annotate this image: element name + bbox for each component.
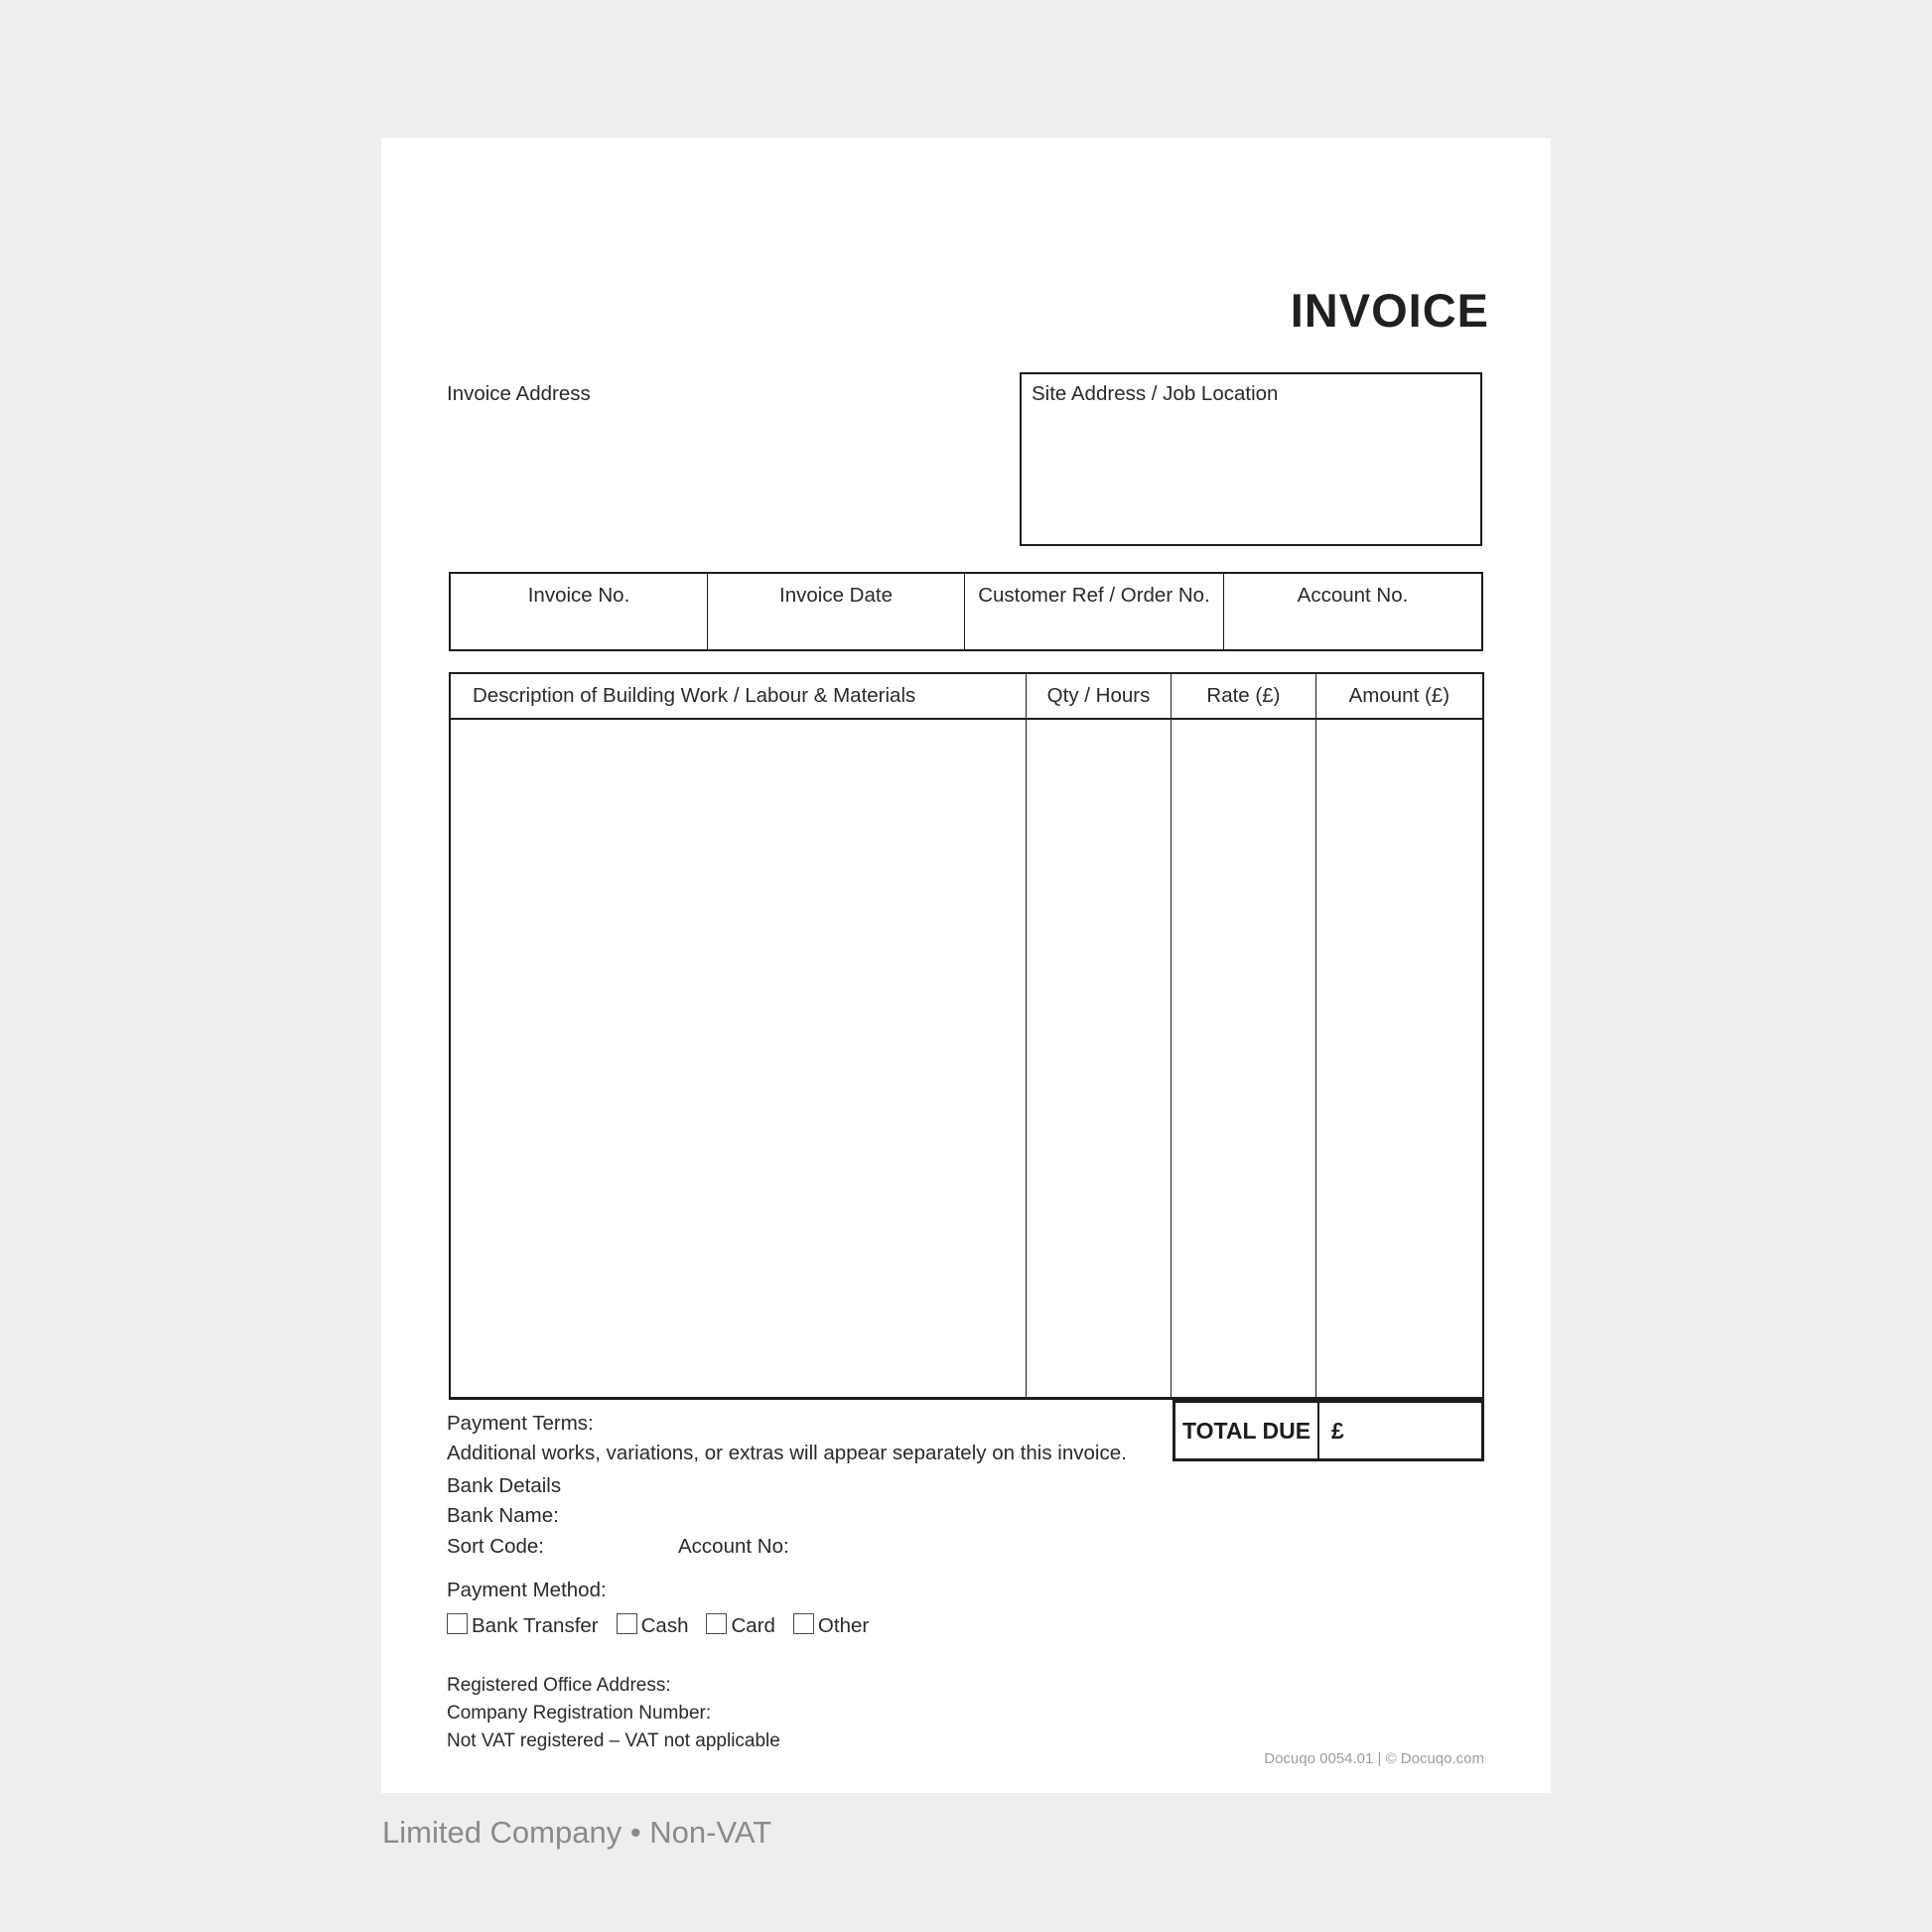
option-bank-transfer[interactable] (447, 1614, 599, 1638)
info-cell-invoice-date[interactable] (708, 574, 965, 649)
currency-symbol: £ (1331, 1417, 1344, 1444)
total-due-row (1173, 1400, 1484, 1461)
account-no-label: Account No. (1297, 584, 1409, 607)
other-label: Other (817, 1614, 870, 1637)
body-cell-description[interactable] (451, 720, 1027, 1397)
header-description: Description of Building Work / Labour & Materials (451, 674, 1027, 718)
bank-transfer-checkbox[interactable] (447, 1613, 468, 1634)
invoice-address-label: Invoice Address (447, 382, 591, 405)
card-checkbox[interactable] (706, 1613, 727, 1634)
site-address-label: Site Address / Job Location (1032, 382, 1279, 405)
info-table (449, 572, 1483, 651)
total-due-value[interactable] (1319, 1403, 1481, 1458)
option-other[interactable] (793, 1614, 869, 1638)
invoice-page (381, 138, 1551, 1793)
account-no-field-label: Account No: (678, 1535, 789, 1558)
vat-note: Not VAT registered – VAT not applicable (447, 1730, 780, 1751)
invoice-date-label: Invoice Date (779, 584, 893, 607)
bank-name-label: Bank Name: (447, 1504, 559, 1527)
card-label: Card (731, 1614, 775, 1637)
cash-checkbox[interactable] (617, 1613, 637, 1634)
company-registration-label: Company Registration Number: (447, 1703, 712, 1724)
header-amount: Amount (£) (1348, 684, 1450, 707)
body-cell-qty-hours[interactable] (1027, 720, 1172, 1397)
header-qty-hours: Qty / Hours (1027, 674, 1172, 718)
option-card[interactable] (706, 1614, 774, 1638)
payment-method-label: Payment Method: (447, 1579, 607, 1601)
registered-office-label: Registered Office Address: (447, 1675, 671, 1696)
body-cell-rate[interactable] (1172, 720, 1315, 1397)
items-table (449, 672, 1484, 1400)
other-checkbox[interactable] (793, 1613, 814, 1634)
option-cash[interactable] (617, 1614, 689, 1638)
site-address-box[interactable] (1020, 372, 1482, 546)
header-rate: Rate (£) (1172, 674, 1315, 718)
customer-ref-label: Customer Ref / Order No. (978, 584, 1210, 607)
sort-code-label: Sort Code: (447, 1535, 544, 1558)
invoice-no-label: Invoice No. (527, 584, 630, 607)
body-cell-amount[interactable] (1316, 720, 1482, 1397)
items-table-header (451, 674, 1482, 720)
page-title: INVOICE (1290, 284, 1489, 337)
product-caption: Limited Company • Non-VAT (382, 1815, 772, 1850)
bank-details-label: Bank Details (447, 1474, 562, 1497)
info-cell-invoice-no[interactable] (451, 574, 708, 649)
info-cell-customer-ref[interactable] (965, 574, 1224, 649)
additional-works-note: Additional works, variations, or extras will appear separately on this invoice. (447, 1442, 1127, 1464)
document-credit: Docuqo 0054.01 | © Docuqo.com (1264, 1750, 1484, 1767)
bank-transfer-label: Bank Transfer (472, 1614, 599, 1637)
payment-method-options (447, 1614, 869, 1638)
items-table-body (451, 720, 1482, 1397)
cash-label: Cash (640, 1614, 689, 1637)
payment-terms-label: Payment Terms: (447, 1412, 594, 1435)
info-cell-account-no[interactable] (1224, 574, 1481, 649)
total-due-label: TOTAL DUE (1175, 1403, 1319, 1458)
